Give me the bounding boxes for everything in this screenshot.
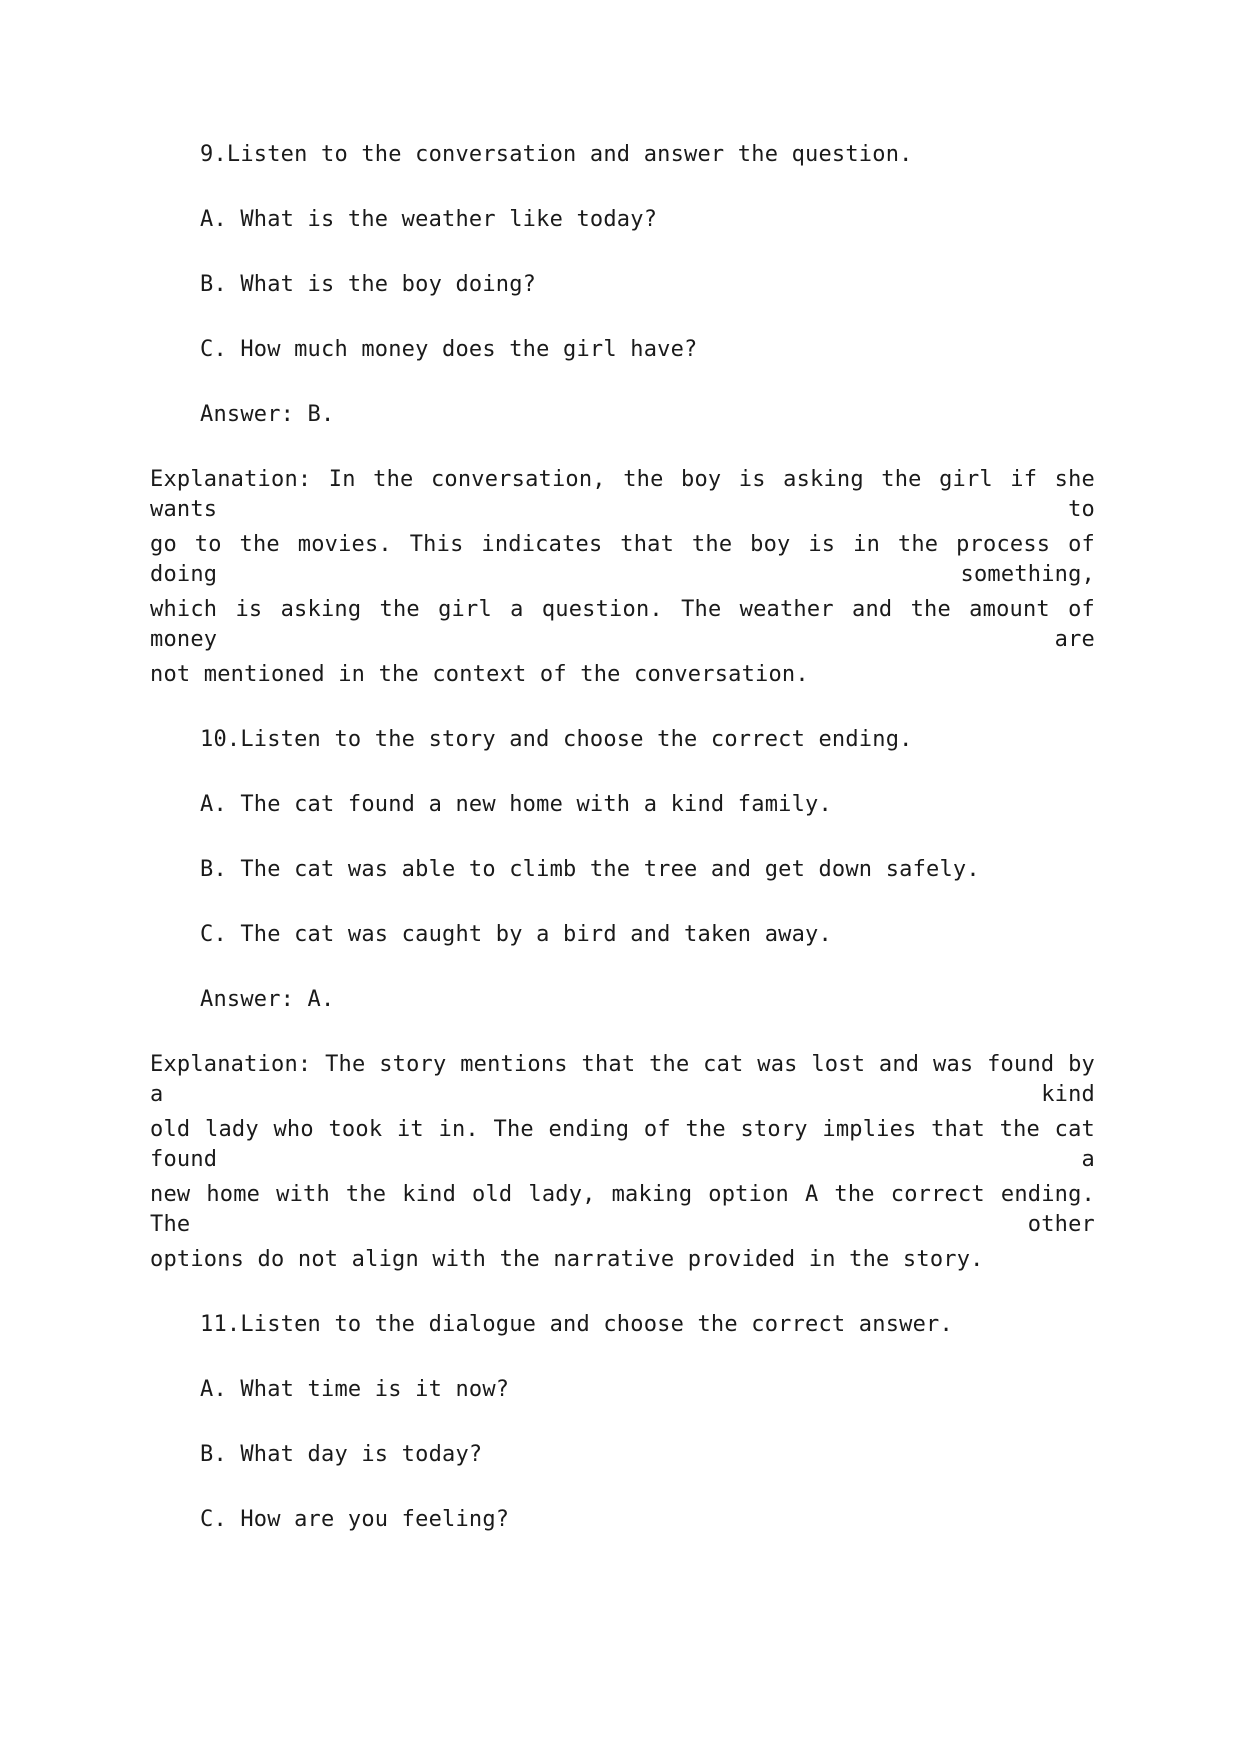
question-9-explanation-line: not mentioned in the context of the conversation. bbox=[150, 662, 809, 687]
question-10-text: 10.Listen to the story and choose the correct ending. bbox=[200, 727, 913, 752]
question-11-text: 11.Listen to the dialogue and choose the correct answer. bbox=[200, 1312, 953, 1337]
question-9-option-a: A. What is the weather like today? bbox=[200, 207, 658, 232]
question-10-option-c: C. The cat was caught by a bird and taken away. bbox=[200, 922, 832, 947]
question-10-explanation-line: options do not align with the narrative provided in the story. bbox=[150, 1247, 984, 1272]
question-9-explanation-line: go to the movies. This indicates that the boy is in the process of doing something, bbox=[150, 532, 1095, 587]
question-11-option-c: C. How are you feeling? bbox=[200, 1507, 510, 1532]
question-9-explanation-line: Explanation: In the conversation, the boy is asking the girl if she wants to bbox=[150, 467, 1095, 522]
question-10-option-a: A. The cat found a new home with a kind family. bbox=[200, 792, 832, 817]
question-10-explanation-line: old lady who took it in. The ending of the story implies that the cat found a bbox=[150, 1117, 1095, 1172]
question-9-option-b: B. What is the boy doing? bbox=[200, 272, 537, 297]
question-10-option-b: B. The cat was able to climb the tree and get down safely. bbox=[200, 857, 980, 882]
question-11-option-a: A. What time is it now? bbox=[200, 1377, 510, 1402]
question-9-answer: Answer: B. bbox=[200, 402, 335, 427]
question-10-explanation-line: new home with the kind old lady, making option A the correct ending. The other bbox=[150, 1182, 1095, 1237]
question-10-answer: Answer: A. bbox=[200, 987, 335, 1012]
question-9-text: 9.Listen to the conversation and answer the question. bbox=[200, 142, 913, 167]
question-9-option-c: C. How much money does the girl have? bbox=[200, 337, 698, 362]
page-content bbox=[150, 140, 1095, 1570]
question-9-explanation-line: which is asking the girl a question. The weather and the amount of money are bbox=[150, 597, 1095, 652]
question-11-option-b: B. What day is today? bbox=[200, 1442, 483, 1467]
question-10-explanation-line: Explanation: The story mentions that the cat was lost and was found by a kind bbox=[150, 1052, 1095, 1107]
